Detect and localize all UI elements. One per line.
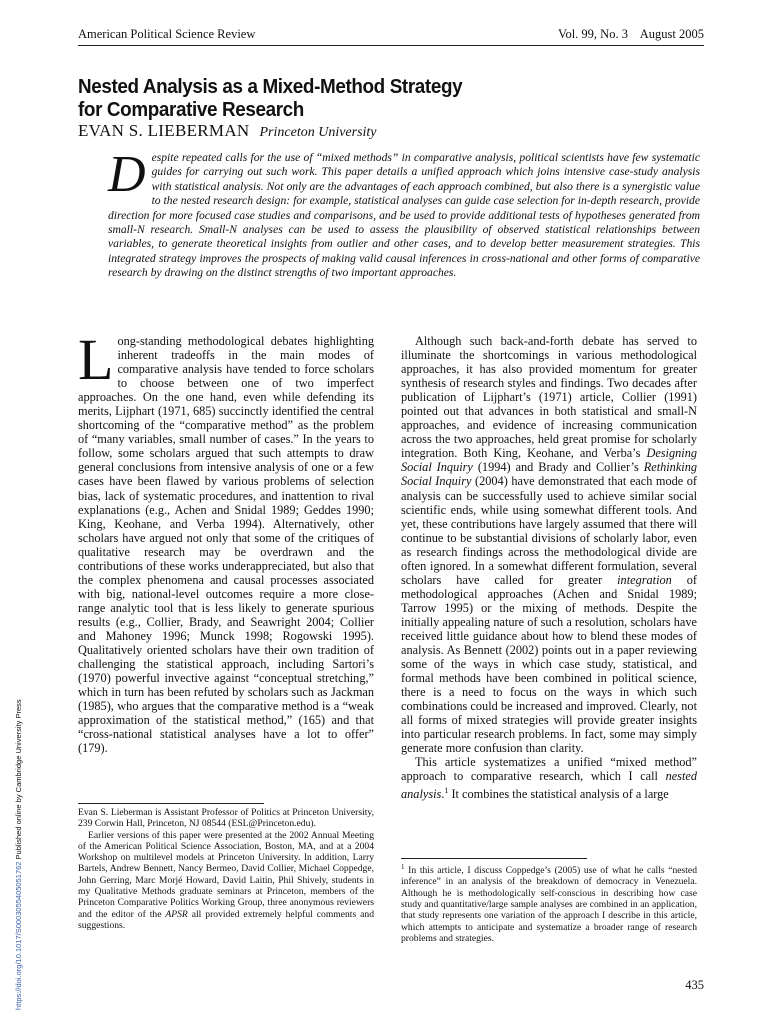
- abstract: [108, 146, 700, 281]
- author-line: [78, 121, 377, 141]
- body-column-right: [401, 334, 697, 801]
- header-rule: [78, 45, 704, 46]
- abstract-text: espite repeated calls for the use of “mixed methods” in comparative analysis, political scientists have few systematic guides for carrying out such work. This paper details a unified approach which joins intensive case-study analysis with statistical analysis. Not only are the advantages of each approach combined, but also there is a synergistic value to the nested research design: for example, statistical analyses can guide case selection for in-depth research, provide direction for more focused case studies and comparisons, and be used to provide additional tests of hypotheses generated from small-N research. Small-N analyses can be used to assess the plausibility of observed statistical relationships between variables, to generate theoretical insights from outlier and other cases, and to develop better measurement strategies. This integrated strategy improves the prospects of making valid causal inferences in cross-national and other forms of comparative research by drawing on the distinct strengths of two important approaches.: [108, 151, 700, 280]
- text-run: (1994) and Brady and Collier’s: [472, 460, 644, 475]
- text-run: This article systematizes a unified “mixed method” approach to comparative research, which I call: [401, 755, 697, 784]
- page-number: 435: [685, 978, 704, 992]
- journal-name: American Political Science Review: [78, 27, 256, 41]
- emphasis-nested-analysis: nested analysis: [401, 769, 697, 801]
- title-line-1: Nested Analysis as a Mixed-Method Strategy: [78, 75, 463, 98]
- footnote-rule-right: [401, 858, 587, 859]
- text-run: Earlier versions of this paper were presented at the 2002 Annual Meeting of the American Political Science Association, Boston, MA, and at a 2004 Workshop on multilevel models at Princeton University. In addition, Larry Bartels, Andrew Bennett, Nancy Bermeo, David Collier, Michael Coppedge, John Gerring, Marc Morjé Howard, David Laitin, Phil Shively, students in my Qualitative Methods graduate seminars at Princeton, members of the Princeton Comparative Politics Working Group, three anonymous reviewers and the editor of the: [78, 829, 374, 920]
- volume-date: Vol. 99, No. 3 August 2005: [558, 27, 704, 41]
- intro-paragraph: [78, 327, 374, 756]
- author-affiliation: Princeton University: [259, 125, 377, 140]
- article-title: [78, 75, 648, 121]
- footnote-rule-left: [78, 803, 264, 804]
- intro-text: ong-standing methodological debates highlighting inherent tradeoffs in the main modes of comparative analysis have tended to force scholars to choose between one of two imperfect approaches. On the one hand, even while defending its merits, Lijphart (1971, 685) succinctly identified the central shortcoming of the “comparative method” as the problem of “many variables, small number of cases.” In the years to follow, some scholars argued that such attempts to draw general conclusions from intensive analysis of one or a few cases have been flawed by various problems of selection bias, lack of systematic procedures, and inattention to rival explanations (e.g., Achen and Snidal 1989; Geddes 1990; King, Keohane, and Verba 1994). Alternatively, other scholars have argued not only that some of the critiques of qualitative research may be overdrawn and the contributions of these works underappreciated, but also that the complex phenomena and causal processes associated with big, national-level outcomes require a more close-range analytic tool that is less likely to generate spurious results (e.g., Collier, Brady, and Seawright 2004; Collier and Mahoney 1996; Munck 1998; Rogowski 1995). Qualitatively oriented scholars have their own tradition of challenging the statistical approach, including Sartori’s (1970) powerful invective against “conceptual stretching,” which in turn has been refuted by scholars such as Jackman (1985), who argues that the comparative method is a “weak approximation of the statistical method,” (165) and that “cross-national statistical analyses have a lot to offer” (179).: [78, 334, 374, 756]
- body-column-left: [78, 327, 374, 756]
- footnote-1-paragraph: [401, 862, 697, 944]
- footnote-1-text: In this article, I discuss Coppedge’s (2005) use of what he calls “nested inference” in an analysis of the breakdown of democracy in Venezuela. Although he is methodologically self-conscious in describing how case study and quantitative/large sample analyses are combined in an application, that study represents one variation of the approach I describe in this article, which attempts to anticipate and systematize a broader range of research problems and strategies.: [401, 865, 697, 944]
- text-run: of methodological approaches (Achen and Snidal 1989; Tarrow 1995) or the mixing of methods. Despite the initially appealing nature of such a resolution, scholars have received little guidance about how to blend these modes of analysis. As Bennett (2002) points out in a paper reviewing some of the ways in which case study, statistical, and formal methods have been combined in political science, there is a need to focus on the ways in which such combinations could be increased and improved. Clearly, not all forms of mixed strategies will provide greater insights into particular research problems. In fact, some may simply generate more confusion than clarity.: [401, 572, 697, 756]
- text-run: It combines the statistical analysis of a large: [448, 786, 669, 801]
- side-note: [14, 670, 24, 1010]
- footnote-1: [401, 862, 697, 944]
- book-title-rethinking: Rethinking Social Inquiry: [401, 460, 697, 489]
- emphasis-integration: integration: [617, 572, 672, 587]
- published-online-note: Published online by Cambridge University Press: [14, 699, 23, 862]
- text-run: (2004) have demonstrated that each mode of analysis can be successfully used to achieve similar social scientific ends, while using somewhat different tools. And yet, these contributions have largely assumed that there will continue to be substantial divisions of scholarly labor, even as research findings across the methodological divide are often ignored. In a somewhat different formulation, several scholars have called for greater: [401, 474, 697, 587]
- author-name: EVAN S. LIEBERMAN: [78, 121, 250, 140]
- footnote-1-number: 1: [401, 863, 405, 871]
- footnote-ref-1[interactable]: 1: [444, 785, 449, 795]
- doi-link[interactable]: https://doi.org/10.1017/S0003055405051762: [14, 861, 23, 1010]
- body-dropcap: L: [78, 327, 114, 392]
- title-line-2: for Comparative Research: [78, 98, 304, 121]
- author-note: Evan S. Lieberman is Assistant Professor of Politics at Princeton University, 239 Corwin Hall, Princeton, NJ 08544 (ESL@Princeton.edu).: [78, 807, 374, 830]
- paragraph-systematizes: This article systematizes a unified “mixed method” approach to comparative research, which I call nested analysis.$^1$ It combines the statistical analysis of a large: [401, 755, 697, 801]
- text-run: all provided extremely helpful comments and suggestions.: [78, 908, 374, 931]
- paragraph-debate: [401, 334, 697, 755]
- acknowledgments: [78, 830, 374, 932]
- book-title-designing: Designing Social Inquiry: [401, 446, 697, 475]
- text-run: Although such back-and-forth debate has served to illuminate the shortcomings in various methodological approaches, it has also provided momentum for greater synthesis of research styles and findings. Two decades after publication of Lijphart’s (1971) article, Collier (1991) pointed out that advances in both statistical and small-N approaches, and evidence of increasing communication across the two approaches, held great promise for scholarly integration. Both King, Keohane, and Verba’s: [401, 334, 697, 461]
- running-header: [78, 27, 704, 43]
- author-footnote: [78, 807, 374, 931]
- journal-abbrev: APSR: [165, 908, 188, 920]
- abstract-dropcap: D: [108, 146, 146, 203]
